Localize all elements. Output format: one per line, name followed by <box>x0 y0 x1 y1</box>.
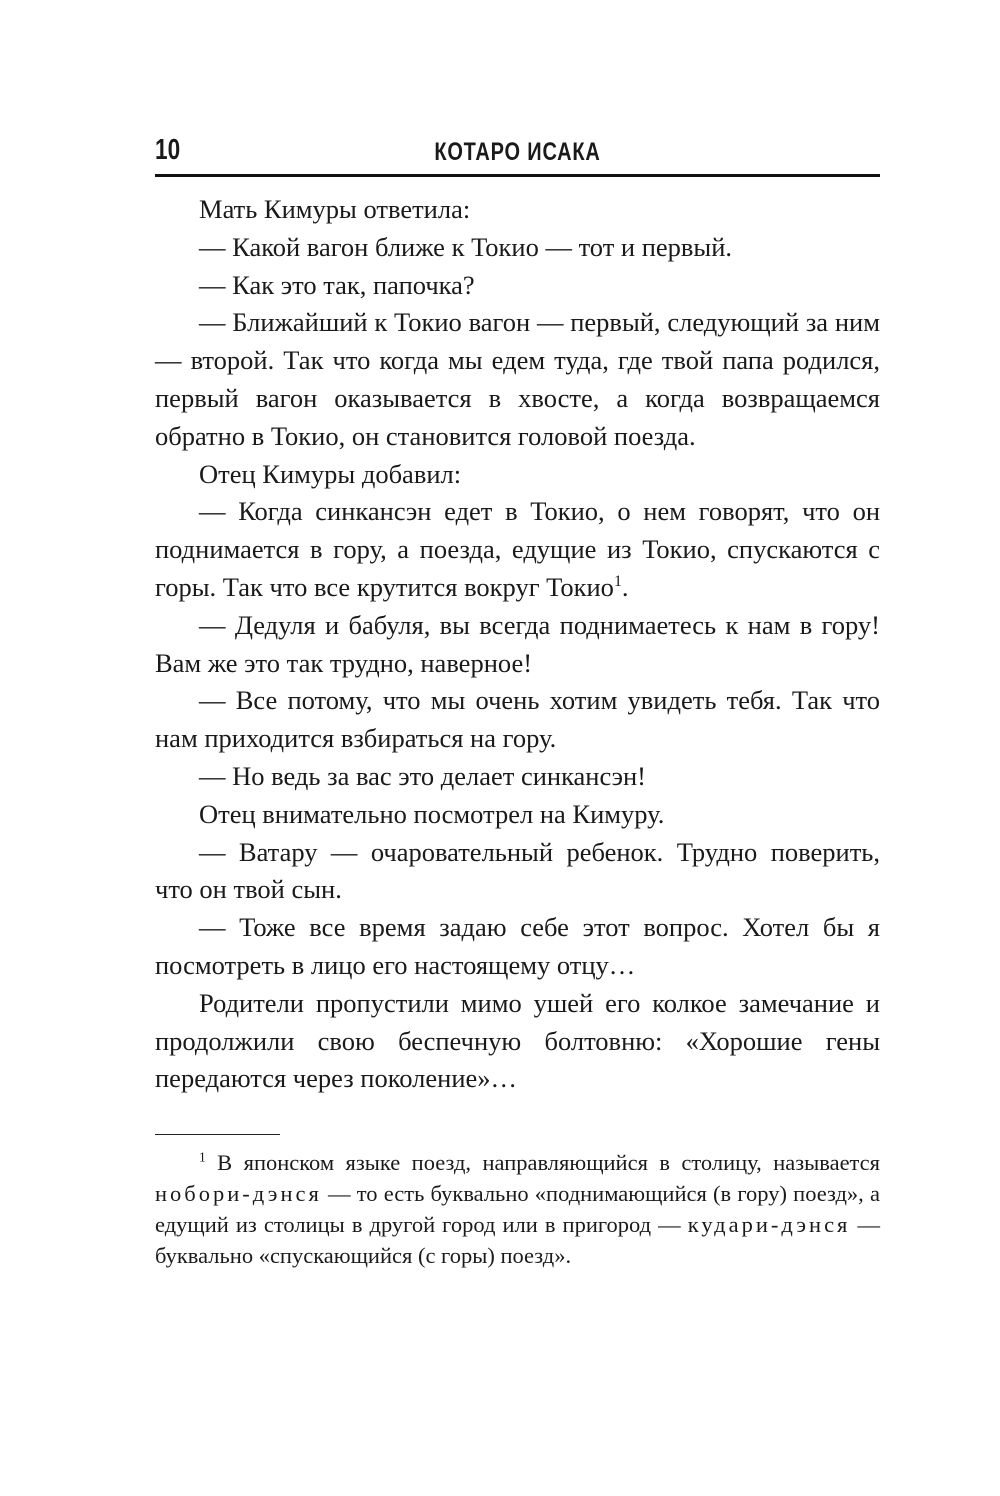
paragraph: — Дедуля и бабуля, вы всегда поднимаетесь к нам в гору! Вам же это так трудно, наверное! <box>155 609 880 678</box>
footnote-divider <box>155 1134 280 1135</box>
paragraph: Родители пропустили мимо ушей его колкое замечание и продолжили свою беспечную болтовню: «Хорошие гены передаются через поколение»… <box>155 987 880 1094</box>
running-header <box>155 130 880 177</box>
footnote-text: — буквально «спускающийся (с горы) поезд». <box>155 1212 880 1269</box>
paragraph: Отец Кимуры добавил: <box>199 458 462 489</box>
paragraph: Мать Кимуры ответила: <box>199 194 471 224</box>
book-page <box>155 130 880 1271</box>
footnote-paragraph <box>155 1147 880 1271</box>
footnote-reference[interactable]: 1 <box>613 573 622 591</box>
paragraph-end: . <box>621 571 629 602</box>
paragraph: — Ближайший к Токио вагон — первый, следующий за ним — второй. Так что когда мы едем туда, где твой папа родился, первый вагон оказывается в хвосте, а когда возвращаемся обратно в Токио, он становится головой поезда. <box>155 307 880 451</box>
footnote-text: В японском языке поезд, направляющийся в столицу, называется <box>205 1150 880 1176</box>
book-author: КОТАРО ИСАКА <box>434 138 601 166</box>
page-number: 10 <box>155 134 181 166</box>
paragraph: — Как это так, папочка? <box>199 269 475 300</box>
main-text <box>155 191 880 1098</box>
paragraph <box>155 493 880 606</box>
footnote-term: нобори-дэнся <box>155 1181 322 1207</box>
paragraph-text: — Когда синкансэн едет в Токио, о нем говорят, что он поднимается в гору, а поезда, едущие из Токио, спускаются с горы. Так что все крутится вокруг Токио <box>155 496 880 602</box>
footnote-marker: 1 <box>199 1149 206 1165</box>
footnote <box>155 1147 880 1271</box>
footnote-term: кудари-дэнся <box>687 1212 851 1238</box>
paragraph: Отец внимательно посмотрел на Кимуру. <box>199 798 665 829</box>
paragraph: — Ватару — очаровательный ребенок. Трудно поверить, что он твой сын. <box>155 836 880 905</box>
paragraph: — Все потому, что мы очень хотим увидеть тебя. Так что нам приходится взбираться на гору. <box>155 685 880 754</box>
paragraph: — Но ведь за вас это делает синкансэн! <box>199 760 646 791</box>
footnote-text: — то есть буквально «поднимающийся (в гору) поезд», а едущий из столицы в другой город или в пригород — <box>155 1181 880 1238</box>
paragraph: — Тоже все время задаю себе этот вопрос. Хотел бы я посмотреть в лицо его настоящему отцу… <box>155 912 880 980</box>
paragraph: — Какой вагон ближе к Токио — тот и первый. <box>199 231 733 262</box>
